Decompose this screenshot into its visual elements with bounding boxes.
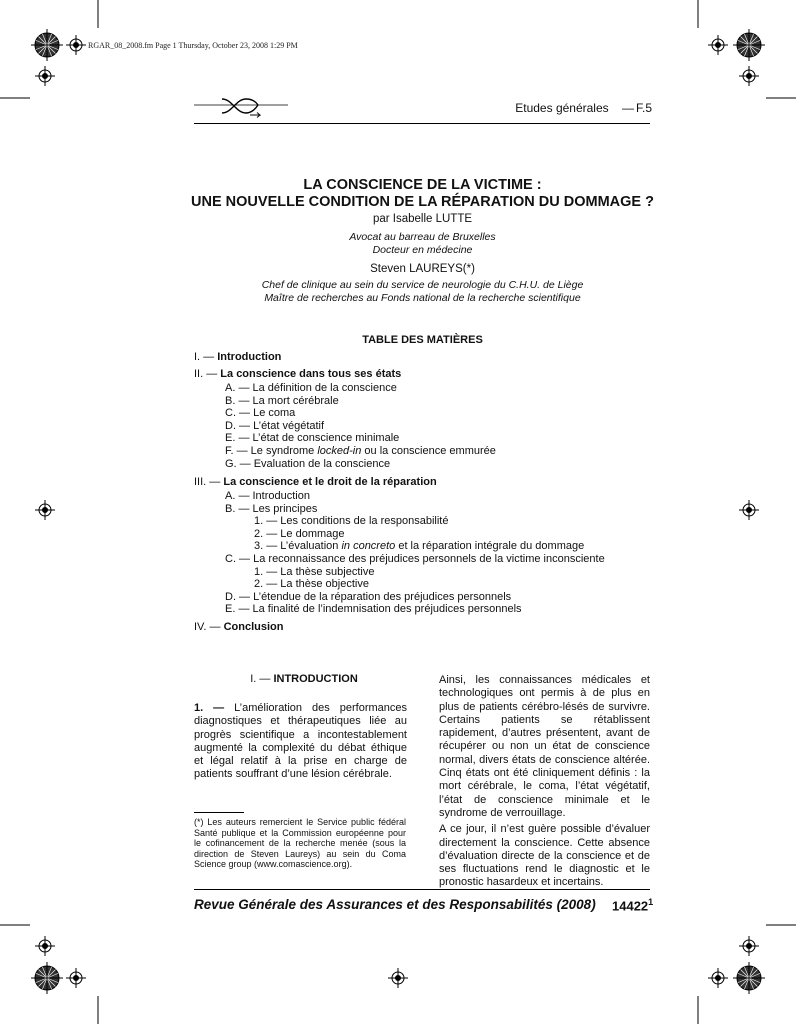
crosshair-right-middle — [739, 500, 759, 520]
toc-ii-title: La conscience dans tous ses états — [220, 368, 402, 380]
section-heading — [194, 673, 414, 686]
toc-iii-e: E. — La finalité de l’indemnisation des préjudices personnels — [225, 603, 522, 616]
toc-heading: TABLE DES MATIÈRES — [362, 334, 483, 346]
footer-rule — [194, 889, 650, 890]
running-head — [515, 101, 634, 115]
paragraph-1-number: 1. — — [194, 702, 225, 714]
registration-star-top-left — [31, 29, 63, 61]
author2-role2: Maître de recherches au Fonds national de la recherche scientifique — [264, 292, 581, 304]
crosshair-top-left-1 — [66, 35, 86, 55]
footnote-rule — [194, 812, 244, 813]
running-head-separator: — — [622, 101, 634, 115]
toc-iii-b3-italic: in concreto — [341, 540, 396, 553]
paragraph-1 — [194, 702, 407, 782]
toc-ii-a: A. — La définition de la conscience — [225, 382, 397, 394]
column-2 — [439, 674, 650, 890]
toc-i-title: Introduction — [217, 351, 282, 363]
toc-iii-b2: 2. — Le dommage — [254, 527, 345, 540]
toc-ii-f-pre: F. — Le syndrome — [225, 444, 318, 457]
journal-logo-icon — [194, 96, 288, 118]
crosshair-bottom-left-1 — [66, 968, 86, 988]
header-rule — [194, 123, 650, 124]
toc-iii-title: La conscience et le droit de la réparation — [223, 476, 437, 488]
toc-ii-e: E. — L’état de conscience minimale — [225, 432, 400, 445]
crosshair-top-right-2 — [739, 66, 759, 86]
page-number-sup: 1 — [648, 897, 654, 907]
author1-role1: Avocat au barreau de Bruxelles — [349, 231, 496, 243]
toc-ii-num: II. — — [194, 368, 218, 380]
file-header: RGAR_08_2008.fm Page 1 Thursday, October 23, 2008 1:29 PM — [88, 41, 298, 50]
author2-role1: Chef de clinique au sein du service de neurologie du C.H.U. de Liège — [261, 279, 584, 291]
toc-ii-b: B. — La mort cérébrale — [225, 394, 339, 407]
crosshair-top-left-2 — [35, 66, 55, 86]
toc-ii-c: C. — Le coma — [225, 407, 296, 420]
page-number-value: 14422 — [612, 898, 649, 914]
toc-iii-b3 — [225, 540, 605, 553]
section-title: INTRODUCTION — [273, 673, 358, 685]
toc-entry-i — [194, 351, 281, 364]
toc-ii-f-italic: locked-in — [317, 444, 362, 457]
registration-star-bottom-left — [31, 962, 63, 994]
toc-entry-iii — [194, 476, 437, 489]
page-number — [612, 897, 653, 913]
toc-iv-title: Conclusion — [223, 621, 284, 633]
toc-ii-f — [225, 445, 496, 458]
crosshair-bottom-center — [388, 968, 408, 988]
crosshair-top-right-1 — [708, 35, 728, 55]
crosshair-left-middle — [35, 500, 55, 520]
toc-iii-d: D. — L’étendue de la réparation des préjudices personnels — [225, 590, 512, 603]
toc-iii-items — [225, 490, 605, 616]
toc-iii-b1: 1. — Les conditions de la responsabilité — [254, 515, 449, 528]
toc-entry-ii — [194, 368, 401, 381]
footnote: (*) Les auteurs remercient le Service public fédéral Santé publique et la Commission européenne pour le cofinancement de la recherche menée (sous la direction de Steven Laureys) au sein du Coma Science group (www.comascience.org). — [194, 817, 406, 870]
toc-iii-b3-post: et la réparation intégrale du dommage — [395, 540, 585, 553]
toc-iii-c: C. — La reconnaissance des préjudices personnels de la victime inconsciente — [225, 552, 605, 565]
column-2-paragraph-1: Ainsi, les connaissances médicales et technologiques ont permis à de plus en plus de patients cérébro-lésés de survivre. Certains patients se rétablissent rapidement, d’autres présentent, avant de récupérer ou non un état de conscience normal, divers états de conscience altérée. Cinq états ont été cliniquement définis : la mort cérébrale, le coma, l’état végétatif, l’état de conscience minimale et le syndrome de verrouillage. — [439, 674, 650, 819]
article-title-line1: LA CONSCIENCE DE LA VICTIME : — [303, 177, 542, 193]
toc-iii-num: III. — — [194, 476, 221, 488]
toc-iii-c1: 1. — La thèse subjective — [254, 565, 375, 578]
toc-ii-d: D. — L’état végétatif — [225, 419, 325, 432]
toc-iii-c2: 2. — La thèse objective — [254, 578, 369, 591]
crosshair-bottom-left-2 — [35, 936, 55, 956]
running-head-page: F.5 — [636, 101, 653, 115]
toc-iii-b: B. — Les principes — [225, 502, 318, 515]
author2-name: Steven LAUREYS(*) — [370, 263, 475, 275]
journal-title: Revue Générale des Assurances et des Responsabilités (2008) — [194, 897, 596, 912]
toc-ii-g: G. — Evaluation de la conscience — [225, 457, 391, 470]
toc-iv-num: IV. — — [194, 621, 221, 633]
toc-ii-f-post: ou la conscience emmurée — [361, 444, 496, 457]
crosshair-bottom-right-1 — [708, 968, 728, 988]
toc-entry-iv — [194, 621, 283, 634]
author1-role2: Docteur en médecine — [372, 244, 473, 256]
running-head-section: Etudes générales — [515, 101, 609, 115]
toc-ii-items — [225, 382, 496, 470]
article-title-line2: UNE NOUVELLE CONDITION DE LA RÉPARATION DU DOMMAGE ? — [191, 194, 654, 210]
paragraph-1-text: L’amélioration des performances diagnostiques et thérapeutiques liée au progrès scientifique a incontestablement augmenté la complexité du débat éthique et légal relatif à la prise en charge de patients souffrant d’une lésion cérébrale. — [194, 702, 408, 781]
registration-star-bottom-right — [733, 962, 765, 994]
registration-star-top-right — [733, 29, 765, 61]
toc-iii-b3-pre: 3. — L’évaluation — [254, 540, 342, 553]
column-2-paragraph-2: A ce jour, il n’est guère possible d’évaluer directement la conscience. Cette absence d’évaluation directe de la conscience et de ses fluctuations rend le diagnostic et le pronostic hasardeux et incertains. — [439, 823, 650, 889]
toc-i-num: I. — — [194, 351, 215, 363]
section-num: I. — — [250, 673, 271, 685]
toc-iii-a: A. — Introduction — [225, 490, 310, 502]
crosshair-bottom-right-2 — [739, 936, 759, 956]
byline: par Isabelle LUTTE — [372, 213, 473, 225]
